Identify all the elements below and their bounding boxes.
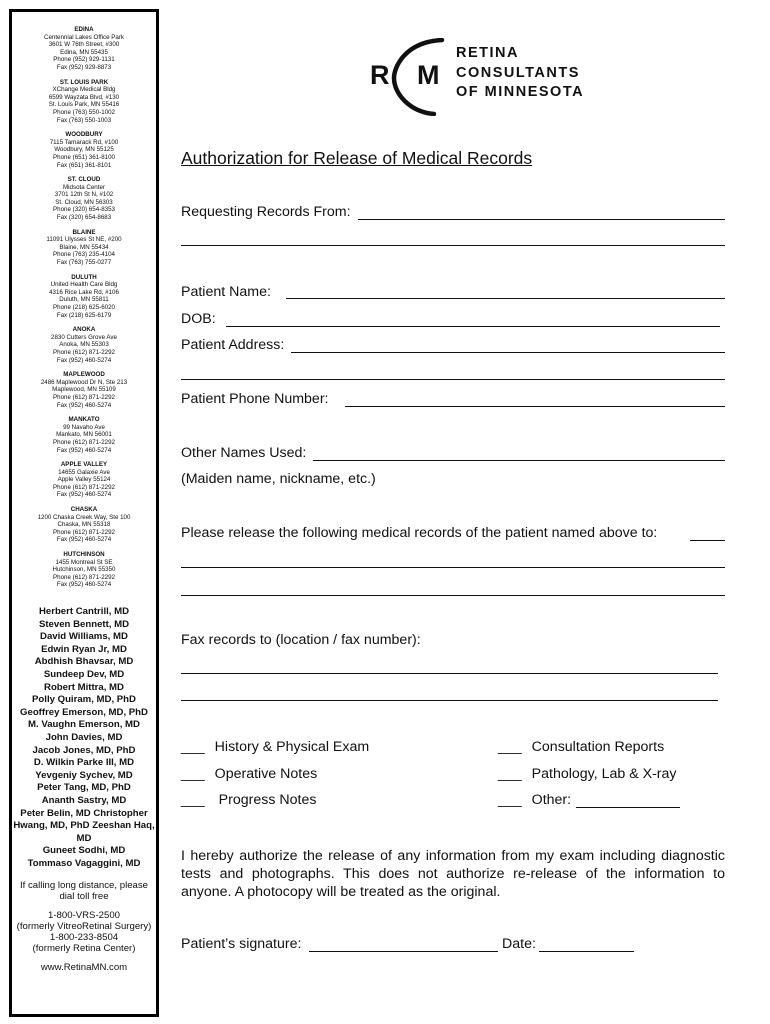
signature-label: Patient’s signature:	[181, 936, 302, 952]
office-address-line: 11091 Ulysses St NE, #200	[46, 236, 122, 244]
office-address-line: 14655 Galaxie Ave	[58, 468, 110, 476]
other-checkbox[interactable]	[498, 792, 571, 808]
other-field[interactable]	[576, 807, 680, 808]
doctor-name: Guneet Sodhi, MD	[42, 845, 126, 857]
doctor-name: M. Vaughn Emerson, MD	[28, 719, 140, 731]
office-address-line: Fax (952) 460-5274	[56, 446, 112, 454]
office-address-line: Phone (612) 871-2292	[53, 528, 115, 536]
doctor-name: David Williams, MD	[40, 631, 128, 643]
doctor-name: Yevgeniy Sychev, MD	[35, 769, 133, 781]
doctor-name: Steven Bennett, MD	[38, 618, 130, 630]
signature-field[interactable]	[309, 951, 498, 952]
office-block	[12, 371, 156, 409]
checkbox-blank: ___	[498, 792, 522, 808]
office-address-line: Blaine, MN 55434	[59, 243, 109, 251]
progress-notes-label: Progress Notes	[218, 792, 317, 808]
history-physical-label: History & Physical Exam	[214, 739, 370, 755]
release-to-field[interactable]	[690, 540, 725, 541]
office-address-line: Anoka, MN 55303	[59, 341, 109, 349]
office-address-line: 4316 Rice Lake Rd, #106	[49, 288, 119, 296]
doctor-name: Abdhish Bhavsar, MD	[34, 656, 134, 668]
office-address-line: Mankato, MN 56001	[56, 431, 112, 439]
office-address-line: Midsota Center	[63, 183, 105, 191]
other-names-label: Other Names Used:	[181, 445, 307, 461]
progress-notes-checkbox[interactable]	[181, 792, 316, 808]
office-block	[12, 461, 156, 499]
office-address-line: Fax (952) 460-5274	[56, 491, 112, 499]
office-address-line: Apple Valley 55124	[57, 476, 111, 484]
office-address-line: St. Louis Park, MN 55416	[48, 101, 120, 109]
doctor-name: John Davies, MD	[45, 731, 123, 743]
office-block	[12, 26, 156, 72]
office-address-line: Fax (952) 929-8873	[56, 63, 112, 71]
patient-phone-field[interactable]	[345, 406, 725, 407]
checkbox-blank: ___	[498, 739, 522, 755]
operative-notes-label: Operative Notes	[214, 766, 318, 782]
office-address-line: St. Cloud, MN 56303	[55, 198, 113, 206]
sidebar	[9, 9, 159, 1017]
doctor-name: Peter Belin, MD Christopher Hwang, MD, PhD Zeeshan Haq, MD	[13, 807, 155, 844]
contact-info	[12, 880, 156, 973]
office-name: APPLE VALLEY	[60, 461, 108, 469]
fax-field-line-2[interactable]	[181, 700, 718, 701]
requesting-field[interactable]	[358, 219, 725, 220]
office-block	[12, 176, 156, 222]
doctor-name: Edwin Ryan Jr, MD	[41, 643, 127, 655]
doctor-name: Herbert Cantrill, MD	[38, 606, 130, 617]
website: www.RetinaMN.com	[40, 962, 128, 974]
office-address-line: Phone (763) 235-4104	[53, 251, 115, 259]
doctor-name: Geoffrey Emerson, MD, PhD	[20, 706, 148, 718]
toll-free-phone-2-note: (formerly Retina Center)	[32, 943, 136, 955]
logo-letter-m: M	[417, 60, 440, 90]
logo	[370, 38, 600, 118]
logo-wordmark	[456, 44, 584, 103]
toll-free-phone-2: 1-800-233-8504	[49, 932, 119, 944]
office-address-line: Phone (218) 625-6020	[53, 304, 115, 311]
office-block	[12, 551, 156, 589]
office-address-line: Phone (612) 871-2292	[53, 348, 115, 356]
long-distance-note: If calling long distance, please dial toll free	[20, 880, 148, 903]
office-address-line: Phone (952) 929-1131	[53, 56, 115, 64]
release-label: Please release the following medical records of the patient named above to:	[181, 525, 658, 541]
office-address-line: 2486 Maplewood Dr N, Ste 213	[40, 378, 128, 386]
office-address-line: Fax (952) 460-5274	[56, 581, 112, 589]
office-name: MAPLEWOOD	[63, 371, 105, 379]
doctor-name: Robert Mittra, MD	[44, 681, 124, 693]
logo-line-2: CONSULTANTS	[456, 64, 580, 81]
office-address-line: Woodbury, MN 55125	[54, 146, 114, 154]
office-address-line: Fax (763) 755-0277	[56, 259, 112, 267]
office-address-line: Maplewood, MN 55109	[52, 386, 116, 394]
office-address-line: 3701 12th St N, #102	[54, 191, 114, 199]
release-to-field-line-2[interactable]	[181, 567, 725, 568]
authorization-text: I hereby authorize the release of any information from my exam including diagnostic tests and photographs. This does not authorize re-release of the information to anyone. A photocopy will be treated as the original.	[181, 848, 725, 900]
office-address-line: Phone (612) 871-2292	[53, 393, 115, 401]
other-label: Other:	[531, 792, 572, 808]
office-address-line: United Health Care Bldg	[50, 281, 118, 289]
date-field[interactable]	[539, 951, 634, 952]
dob-field[interactable]	[226, 326, 720, 327]
checkbox-blank: ___	[181, 792, 205, 808]
patient-name-label: Patient Name:	[181, 284, 271, 300]
office-block	[12, 79, 156, 125]
doctor-name: Sundeep Dev, MD	[43, 668, 125, 680]
office-name: CHASKA	[70, 506, 98, 514]
office-address-line: Centennial Lakes Office Park	[43, 33, 125, 41]
pathology-lab-xray-checkbox[interactable]	[498, 766, 677, 782]
office-address-line: Fax (952) 460-5274	[56, 401, 112, 409]
office-address-line: 6599 Wayzata Blvd, #130	[48, 93, 120, 101]
patient-name-field[interactable]	[286, 298, 725, 299]
checkbox-blank: ___	[181, 766, 205, 782]
doctor-name: Jacob Jones, MD, PhD	[32, 744, 136, 756]
office-address-line: Chaska, MN 55318	[57, 521, 111, 529]
office-address-line: Fax (651) 361-8101	[56, 161, 112, 169]
patient-address-field-line-2[interactable]	[181, 379, 725, 380]
office-name: MANKATO	[68, 416, 100, 424]
office-address-line: 1455 Montreal St SE	[55, 558, 113, 566]
office-address-line: Phone (612) 871-2292	[53, 573, 115, 581]
consultation-reports-checkbox[interactable]	[498, 739, 664, 755]
doctor-name: Polly Quiram, MD, PhD	[32, 694, 136, 706]
requesting-label: Requesting Records From:	[181, 204, 351, 220]
office-address-line: Phone (763) 550-1002	[53, 108, 115, 116]
release-to-field-line-3[interactable]	[181, 595, 725, 596]
doctor-name: D. Wilkin Parke III, MD	[33, 757, 135, 769]
logo-line-3: OF MINNESOTA	[456, 84, 585, 100]
doctor-name: Peter Tang, MD, PhD	[37, 782, 131, 794]
office-address-line: 3601 W 76th Street, #300	[48, 41, 120, 49]
form-title: Authorization for Release of Medical Records	[181, 148, 533, 168]
office-block	[12, 506, 156, 544]
office-name: WOODBURY	[65, 131, 103, 139]
office-block	[12, 229, 156, 267]
office-block	[12, 131, 156, 169]
office-address-line: Phone (612) 871-2292	[53, 483, 115, 491]
toll-free-phone-1-note: (formerly VitreoRetinal Surgery)	[16, 921, 152, 933]
office-address-line: 7115 Tamarack Rd, #100	[49, 138, 119, 146]
office-address-line: Fax (952) 460-5274	[56, 536, 112, 544]
office-address-line: Phone (651) 361-8100	[53, 153, 115, 161]
history-physical-checkbox[interactable]	[181, 739, 369, 755]
office-address-line: 1200 Chaska Creek Way, Ste 100	[37, 513, 131, 521]
doctor-name: Tommaso Vagaggini, MD	[27, 857, 141, 869]
office-name: ST. CLOUD	[67, 176, 101, 184]
office-address-line: XChange Medical Bldg	[52, 86, 116, 94]
office-address-line: Fax (320) 654-8683	[56, 214, 112, 222]
office-address-line: Fax (218) 625-6179	[56, 311, 112, 319]
office-name: BLAINE	[72, 228, 96, 236]
dob-label: DOB:	[181, 311, 216, 327]
office-block	[12, 326, 156, 364]
doctor-list	[12, 606, 156, 870]
office-address-line: Fax (763) 550-1003	[56, 116, 112, 124]
patient-address-label: Patient Address:	[181, 337, 285, 353]
logo-letter-r: R	[370, 60, 390, 90]
office-address-line: 2830 Cutters Grove Ave	[51, 333, 117, 341]
checkbox-blank: ___	[181, 739, 205, 755]
logo-line-1: RETINA	[456, 45, 519, 61]
consultation-reports-label: Consultation Reports	[531, 739, 665, 755]
office-address-line: Duluth, MN 55811	[59, 296, 109, 304]
operative-notes-checkbox[interactable]	[181, 766, 317, 782]
other-names-hint: (Maiden name, nickname, etc.)	[181, 471, 376, 487]
office-block	[12, 274, 156, 320]
other-names-field[interactable]	[313, 460, 725, 461]
office-name: HUTCHINSON	[63, 551, 105, 559]
fax-field[interactable]	[181, 673, 718, 674]
date-label: Date:	[502, 936, 536, 952]
office-address-line: Fax (952) 460-5274	[56, 356, 112, 364]
pathology-lab-xray-label: Pathology, Lab & X-ray	[531, 766, 677, 782]
office-address-line: Phone (320) 654-8353	[53, 206, 115, 214]
requesting-field-line-2[interactable]	[181, 245, 725, 246]
patient-address-field[interactable]	[291, 352, 725, 353]
office-address-line: Phone (612) 871-2292	[53, 438, 115, 446]
office-name: ST. LOUIS PARK	[59, 78, 109, 86]
fax-label: Fax records to (location / fax number):	[181, 632, 421, 648]
office-address-line: 99 Navaho Ave	[63, 423, 105, 431]
office-address-line: Edina, MN 55435	[60, 48, 108, 56]
toll-free-phone-1: 1-800-VRS-2500	[48, 910, 120, 922]
office-address-line: Hutchinson, MN 55350	[52, 566, 116, 574]
office-list	[12, 26, 156, 589]
doctor-name: Ananth Sastry, MD	[41, 794, 127, 806]
office-name: DULUTH	[71, 273, 97, 281]
office-name: ANOKA	[72, 326, 96, 334]
checkbox-blank: ___	[498, 766, 522, 782]
office-block	[12, 416, 156, 454]
office-name: EDINA	[74, 26, 94, 33]
patient-phone-label: Patient Phone Number:	[181, 391, 329, 407]
